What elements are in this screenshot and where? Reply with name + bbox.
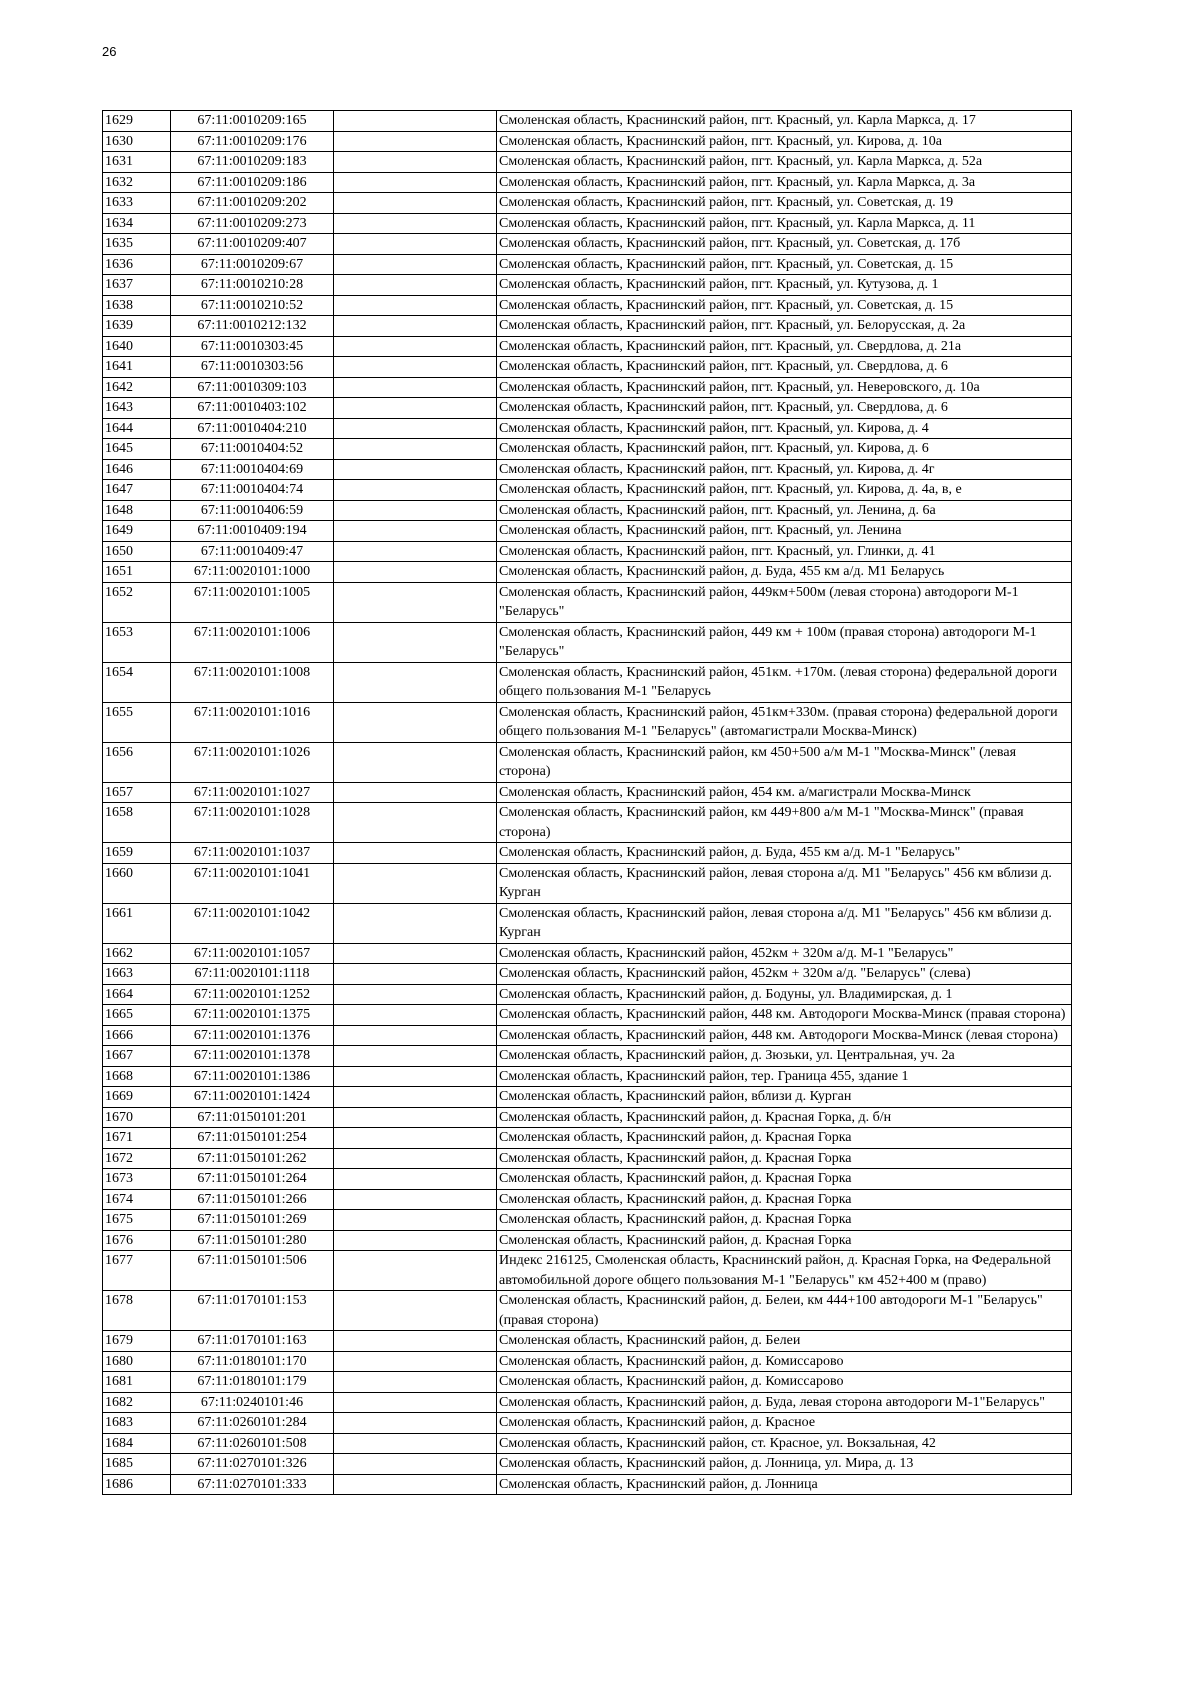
table-row: [103, 398, 1072, 419]
row-number-cell: 1660: [103, 863, 171, 903]
address-cell: Смоленская область, Краснинский район, км 450+500 а/м М-1 "Москва-Минск" (левая сторона): [497, 742, 1072, 782]
address-cell: Смоленская область, Краснинский район, ст. Красное, ул. Вокзальная, 42: [497, 1433, 1072, 1454]
row-number-cell: 1645: [103, 439, 171, 460]
table-row: [103, 1454, 1072, 1475]
cadastral-number-cell: 67:11:0150101:201: [171, 1107, 334, 1128]
cadastral-number-cell: 67:11:0020101:1041: [171, 863, 334, 903]
cadastral-number-cell: 67:11:0010303:45: [171, 336, 334, 357]
table-row: [103, 742, 1072, 782]
address-cell: Смоленская область, Краснинский район, д. Лонница: [497, 1474, 1072, 1495]
cadastral-number-cell: 67:11:0010404:52: [171, 439, 334, 460]
table-row: [103, 357, 1072, 378]
address-cell: Смоленская область, Краснинский район, 448 км. Автодороги Москва-Минск (левая сторона): [497, 1025, 1072, 1046]
empty-cell: [334, 622, 497, 662]
row-number-cell: 1652: [103, 582, 171, 622]
row-number-cell: 1670: [103, 1107, 171, 1128]
cadastral-number-cell: 67:11:0150101:254: [171, 1128, 334, 1149]
address-cell: Смоленская область, Краснинский район, д. Красная Горка: [497, 1230, 1072, 1251]
empty-cell: [334, 1066, 497, 1087]
address-cell: Смоленская область, Краснинский район, 448 км. Автодороги Москва-Минск (правая сторона): [497, 1005, 1072, 1026]
cadastral-number-cell: 67:11:0270101:326: [171, 1454, 334, 1475]
table-row: [103, 662, 1072, 702]
cadastral-number-cell: 67:11:0020101:1026: [171, 742, 334, 782]
row-number-cell: 1648: [103, 500, 171, 521]
row-number-cell: 1650: [103, 541, 171, 562]
cadastral-number-cell: 67:11:0010209:273: [171, 213, 334, 234]
row-number-cell: 1640: [103, 336, 171, 357]
empty-cell: [334, 582, 497, 622]
row-number-cell: 1659: [103, 843, 171, 864]
cadastral-number-cell: 67:11:0020101:1027: [171, 782, 334, 803]
empty-cell: [334, 1251, 497, 1291]
address-cell: Смоленская область, Краснинский район, пгт. Красный, ул. Глинки, д. 41: [497, 541, 1072, 562]
cadastral-number-cell: 67:11:0180101:170: [171, 1351, 334, 1372]
table-row: [103, 1251, 1072, 1291]
empty-cell: [334, 863, 497, 903]
row-number-cell: 1680: [103, 1351, 171, 1372]
table-row: [103, 152, 1072, 173]
address-cell: Смоленская область, Краснинский район, д. Буда, левая сторона автодороги М-1"Беларусь": [497, 1392, 1072, 1413]
table-row: [103, 275, 1072, 296]
table-row: [103, 984, 1072, 1005]
cadastral-number-cell: 67:11:0020101:1252: [171, 984, 334, 1005]
cadastral-number-cell: 67:11:0020101:1378: [171, 1046, 334, 1067]
row-number-cell: 1649: [103, 521, 171, 542]
cadastral-number-cell: 67:11:0240101:46: [171, 1392, 334, 1413]
empty-cell: [334, 1474, 497, 1495]
address-cell: Смоленская область, Краснинский район, пгт. Красный, ул. Неверовского, д. 10а: [497, 377, 1072, 398]
table-row: [103, 1025, 1072, 1046]
table-row: [103, 541, 1072, 562]
table-row: [103, 1087, 1072, 1108]
cadastral-number-cell: 67:11:0010404:210: [171, 418, 334, 439]
empty-cell: [334, 964, 497, 985]
address-cell: Смоленская область, Краснинский район, пгт. Красный, ул. Ленина: [497, 521, 1072, 542]
row-number-cell: 1629: [103, 111, 171, 132]
row-number-cell: 1674: [103, 1189, 171, 1210]
address-cell: Смоленская область, Краснинский район, д. Красная Горка: [497, 1128, 1072, 1149]
empty-cell: [334, 480, 497, 501]
empty-cell: [334, 418, 497, 439]
table-row: [103, 1392, 1072, 1413]
table-row: [103, 1169, 1072, 1190]
row-number-cell: 1667: [103, 1046, 171, 1067]
address-cell: Смоленская область, Краснинский район, пгт. Красный, ул. Белорусская, д. 2а: [497, 316, 1072, 337]
address-cell: Смоленская область, Краснинский район, 454 км. а/магистрали Москва-Минск: [497, 782, 1072, 803]
address-cell: Смоленская область, Краснинский район, пгт. Красный, ул. Свердлова, д. 6: [497, 357, 1072, 378]
address-cell: Смоленская область, Краснинский район, тер. Граница 455, здание 1: [497, 1066, 1072, 1087]
row-number-cell: 1676: [103, 1230, 171, 1251]
empty-cell: [334, 152, 497, 173]
empty-cell: [334, 1331, 497, 1352]
page-number: 26: [102, 44, 117, 59]
row-number-cell: 1661: [103, 903, 171, 943]
row-number-cell: 1668: [103, 1066, 171, 1087]
cadastral-number-cell: 67:11:0020101:1000: [171, 562, 334, 583]
table-row: [103, 562, 1072, 583]
cadastral-number-cell: 67:11:0010210:52: [171, 295, 334, 316]
empty-cell: [334, 702, 497, 742]
cadastral-number-cell: 67:11:0020101:1057: [171, 943, 334, 964]
cadastral-number-cell: 67:11:0020101:1005: [171, 582, 334, 622]
empty-cell: [334, 1291, 497, 1331]
row-number-cell: 1638: [103, 295, 171, 316]
row-number-cell: 1654: [103, 662, 171, 702]
table-row: [103, 1433, 1072, 1454]
address-cell: Смоленская область, Краснинский район, левая сторона а/д. М1 "Беларусь" 456 км вблизи д. Курган: [497, 863, 1072, 903]
empty-cell: [334, 275, 497, 296]
table-row: [103, 254, 1072, 275]
empty-cell: [334, 742, 497, 782]
table-row: [103, 418, 1072, 439]
address-cell: Смоленская область, Краснинский район, пгт. Красный, ул. Ленина, д. 6а: [497, 500, 1072, 521]
address-cell: Смоленская область, Краснинский район, левая сторона а/д. М1 "Беларусь" 456 км вблизи д. Курган: [497, 903, 1072, 943]
cadastral-number-cell: 67:11:0020101:1424: [171, 1087, 334, 1108]
empty-cell: [334, 111, 497, 132]
cadastral-number-cell: 67:11:0020101:1042: [171, 903, 334, 943]
address-cell: Смоленская область, Краснинский район, д. Красная Горка: [497, 1148, 1072, 1169]
empty-cell: [334, 1392, 497, 1413]
empty-cell: [334, 439, 497, 460]
address-cell: Смоленская область, Краснинский район, д. Красная Горка: [497, 1169, 1072, 1190]
empty-cell: [334, 295, 497, 316]
cadastral-number-cell: 67:11:0010403:102: [171, 398, 334, 419]
registry-table-body: [103, 111, 1072, 1495]
cadastral-number-cell: 67:11:0010406:59: [171, 500, 334, 521]
table-row: [103, 803, 1072, 843]
table-row: [103, 439, 1072, 460]
table-row: [103, 1128, 1072, 1149]
address-cell: Смоленская область, Краснинский район, вблизи д. Курган: [497, 1087, 1072, 1108]
row-number-cell: 1683: [103, 1413, 171, 1434]
row-number-cell: 1658: [103, 803, 171, 843]
row-number-cell: 1653: [103, 622, 171, 662]
table-row: [103, 131, 1072, 152]
address-cell: Смоленская область, Краснинский район, 449 км + 100м (правая сторона) автодороги М-1 "Беларусь": [497, 622, 1072, 662]
address-cell: Смоленская область, Краснинский район, 452км + 320м а/д. "Беларусь" (слева): [497, 964, 1072, 985]
empty-cell: [334, 1148, 497, 1169]
row-number-cell: 1663: [103, 964, 171, 985]
cadastral-number-cell: 67:11:0170101:153: [171, 1291, 334, 1331]
cadastral-number-cell: 67:11:0020101:1375: [171, 1005, 334, 1026]
row-number-cell: 1656: [103, 742, 171, 782]
cadastral-number-cell: 67:11:0010404:74: [171, 480, 334, 501]
cadastral-number-cell: 67:11:0170101:163: [171, 1331, 334, 1352]
table-row: [103, 1046, 1072, 1067]
row-number-cell: 1631: [103, 152, 171, 173]
empty-cell: [334, 1230, 497, 1251]
empty-cell: [334, 1189, 497, 1210]
address-cell: Смоленская область, Краснинский район, д. Зюзьки, ул. Центральная, уч. 2а: [497, 1046, 1072, 1067]
registry-table: [102, 110, 1072, 1495]
empty-cell: [334, 1413, 497, 1434]
cadastral-number-cell: 67:11:0150101:266: [171, 1189, 334, 1210]
row-number-cell: 1665: [103, 1005, 171, 1026]
address-cell: Смоленская область, Краснинский район, пгт. Красный, ул. Советская, д. 19: [497, 193, 1072, 214]
empty-cell: [334, 459, 497, 480]
cadastral-number-cell: 67:11:0010309:103: [171, 377, 334, 398]
row-number-cell: 1675: [103, 1210, 171, 1231]
table-row: [103, 1148, 1072, 1169]
table-row: [103, 213, 1072, 234]
address-cell: Смоленская область, Краснинский район, км 449+800 а/м М-1 "Москва-Минск" (правая сторона): [497, 803, 1072, 843]
table-row: [103, 1189, 1072, 1210]
table-row: [103, 622, 1072, 662]
address-cell: Смоленская область, Краснинский район, пгт. Красный, ул. Кирова, д. 6: [497, 439, 1072, 460]
empty-cell: [334, 1107, 497, 1128]
empty-cell: [334, 193, 497, 214]
cadastral-number-cell: 67:11:0010212:132: [171, 316, 334, 337]
empty-cell: [334, 1025, 497, 1046]
table-row: [103, 459, 1072, 480]
address-cell: Смоленская область, Краснинский район, пгт. Красный, ул. Советская, д. 15: [497, 295, 1072, 316]
empty-cell: [334, 377, 497, 398]
address-cell: Смоленская область, Краснинский район, пгт. Красный, ул. Кутузова, д. 1: [497, 275, 1072, 296]
table-row: [103, 1230, 1072, 1251]
address-cell: Смоленская область, Краснинский район, пгт. Красный, ул. Свердлова, д. 6: [497, 398, 1072, 419]
empty-cell: [334, 172, 497, 193]
row-number-cell: 1641: [103, 357, 171, 378]
address-cell: Смоленская область, Краснинский район, пгт. Красный, ул. Кирова, д. 4г: [497, 459, 1072, 480]
empty-cell: [334, 1351, 497, 1372]
cadastral-number-cell: 67:11:0010209:165: [171, 111, 334, 132]
row-number-cell: 1662: [103, 943, 171, 964]
table-row: [103, 863, 1072, 903]
empty-cell: [334, 254, 497, 275]
row-number-cell: 1642: [103, 377, 171, 398]
table-row: [103, 1210, 1072, 1231]
table-row: [103, 1351, 1072, 1372]
address-cell: Смоленская область, Краснинский район, д. Комиссарово: [497, 1372, 1072, 1393]
row-number-cell: 1682: [103, 1392, 171, 1413]
address-cell: Смоленская область, Краснинский район, д. Белеи, км 444+100 автодороги М-1 "Беларусь" (правая сторона): [497, 1291, 1072, 1331]
address-cell: Смоленская область, Краснинский район, д. Буда, 455 км а/д. М-1 "Беларусь": [497, 843, 1072, 864]
empty-cell: [334, 541, 497, 562]
cadastral-number-cell: 67:11:0010209:67: [171, 254, 334, 275]
empty-cell: [334, 500, 497, 521]
row-number-cell: 1655: [103, 702, 171, 742]
cadastral-number-cell: 67:11:0020101:1118: [171, 964, 334, 985]
address-cell: Смоленская область, Краснинский район, д. Красное: [497, 1413, 1072, 1434]
table-row: [103, 521, 1072, 542]
cadastral-number-cell: 67:11:0180101:179: [171, 1372, 334, 1393]
cadastral-number-cell: 67:11:0150101:269: [171, 1210, 334, 1231]
row-number-cell: 1686: [103, 1474, 171, 1495]
row-number-cell: 1673: [103, 1169, 171, 1190]
table-row: [103, 234, 1072, 255]
address-cell: Смоленская область, Краснинский район, пгт. Красный, ул. Советская, д. 15: [497, 254, 1072, 275]
empty-cell: [334, 1372, 497, 1393]
address-cell: Смоленская область, Краснинский район, 449км+500м (левая сторона) автодороги М-1 "Беларусь": [497, 582, 1072, 622]
table-row: [103, 500, 1072, 521]
cadastral-number-cell: 67:11:0020101:1008: [171, 662, 334, 702]
empty-cell: [334, 1128, 497, 1149]
cadastral-number-cell: 67:11:0150101:280: [171, 1230, 334, 1251]
cadastral-number-cell: 67:11:0010209:183: [171, 152, 334, 173]
table-row: [103, 903, 1072, 943]
cadastral-number-cell: 67:11:0010409:194: [171, 521, 334, 542]
empty-cell: [334, 1005, 497, 1026]
address-cell: Смоленская область, Краснинский район, 451км+330м. (правая сторона) федеральной дороги общего пользования М-1 "Беларусь" (автомагистрали Москва-Минск): [497, 702, 1072, 742]
address-cell: Смоленская область, Краснинский район, пгт. Красный, ул. Карла Маркса, д. 52а: [497, 152, 1072, 173]
cadastral-number-cell: 67:11:0010303:56: [171, 357, 334, 378]
table-row: [103, 336, 1072, 357]
table-row: [103, 843, 1072, 864]
row-number-cell: 1634: [103, 213, 171, 234]
empty-cell: [334, 782, 497, 803]
table-row: [103, 1005, 1072, 1026]
row-number-cell: 1679: [103, 1331, 171, 1352]
table-row: [103, 377, 1072, 398]
table-row: [103, 1066, 1072, 1087]
address-cell: Смоленская область, Краснинский район, пгт. Красный, ул. Свердлова, д. 21а: [497, 336, 1072, 357]
table-row: [103, 1413, 1072, 1434]
row-number-cell: 1669: [103, 1087, 171, 1108]
table-row: [103, 1474, 1072, 1495]
row-number-cell: 1630: [103, 131, 171, 152]
table-row: [103, 172, 1072, 193]
row-number-cell: 1666: [103, 1025, 171, 1046]
cadastral-number-cell: 67:11:0150101:506: [171, 1251, 334, 1291]
empty-cell: [334, 1046, 497, 1067]
address-cell: Смоленская область, Краснинский район, пгт. Красный, ул. Карла Маркса, д. 17: [497, 111, 1072, 132]
row-number-cell: 1672: [103, 1148, 171, 1169]
empty-cell: [334, 398, 497, 419]
row-number-cell: 1671: [103, 1128, 171, 1149]
cadastral-number-cell: 67:11:0020101:1016: [171, 702, 334, 742]
address-cell: Смоленская область, Краснинский район, 451км. +170м. (левая сторона) федеральной дороги общего пользования М-1 "Беларусь: [497, 662, 1072, 702]
table-row: [103, 193, 1072, 214]
cadastral-number-cell: 67:11:0010210:28: [171, 275, 334, 296]
cadastral-number-cell: 67:11:0270101:333: [171, 1474, 334, 1495]
row-number-cell: 1643: [103, 398, 171, 419]
address-cell: Смоленская область, Краснинский район, д. Буда, 455 км а/д. М1 Беларусь: [497, 562, 1072, 583]
cadastral-number-cell: 67:11:0010409:47: [171, 541, 334, 562]
row-number-cell: 1646: [103, 459, 171, 480]
table-row: [103, 1372, 1072, 1393]
cadastral-number-cell: 67:11:0020101:1028: [171, 803, 334, 843]
cadastral-number-cell: 67:11:0020101:1376: [171, 1025, 334, 1046]
cadastral-number-cell: 67:11:0010209:176: [171, 131, 334, 152]
row-number-cell: 1647: [103, 480, 171, 501]
empty-cell: [334, 1210, 497, 1231]
empty-cell: [334, 803, 497, 843]
empty-cell: [334, 943, 497, 964]
address-cell: Смоленская область, Краснинский район, д. Лонница, ул. Мира, д. 13: [497, 1454, 1072, 1475]
address-cell: Смоленская область, Краснинский район, д. Красная Горка, д. б/н: [497, 1107, 1072, 1128]
table-row: [103, 111, 1072, 132]
table-row: [103, 480, 1072, 501]
address-cell: Смоленская область, Краснинский район, пгт. Красный, ул. Карла Маркса, д. 11: [497, 213, 1072, 234]
address-cell: Индекс 216125, Смоленская область, Краснинский район, д. Красная Горка, на Федеральной автомобильной дороге общего пользования М-1 "Беларусь" км 452+400 м (право): [497, 1251, 1072, 1291]
cadastral-number-cell: 67:11:0260101:508: [171, 1433, 334, 1454]
empty-cell: [334, 1433, 497, 1454]
empty-cell: [334, 131, 497, 152]
row-number-cell: 1651: [103, 562, 171, 583]
empty-cell: [334, 1454, 497, 1475]
cadastral-number-cell: 67:11:0010209:186: [171, 172, 334, 193]
row-number-cell: 1644: [103, 418, 171, 439]
cadastral-number-cell: 67:11:0010209:407: [171, 234, 334, 255]
address-cell: Смоленская область, Краснинский район, пгт. Красный, ул. Карла Маркса, д. 3а: [497, 172, 1072, 193]
empty-cell: [334, 234, 497, 255]
cadastral-number-cell: 67:11:0020101:1037: [171, 843, 334, 864]
address-cell: Смоленская область, Краснинский район, пгт. Красный, ул. Советская, д. 17б: [497, 234, 1072, 255]
row-number-cell: 1633: [103, 193, 171, 214]
row-number-cell: 1632: [103, 172, 171, 193]
row-number-cell: 1657: [103, 782, 171, 803]
table-row: [103, 1107, 1072, 1128]
empty-cell: [334, 562, 497, 583]
cadastral-number-cell: 67:11:0010209:202: [171, 193, 334, 214]
row-number-cell: 1678: [103, 1291, 171, 1331]
table-row: [103, 782, 1072, 803]
row-number-cell: 1684: [103, 1433, 171, 1454]
address-cell: Смоленская область, Краснинский район, д. Комиссарово: [497, 1351, 1072, 1372]
empty-cell: [334, 984, 497, 1005]
cadastral-number-cell: 67:11:0020101:1006: [171, 622, 334, 662]
row-number-cell: 1636: [103, 254, 171, 275]
empty-cell: [334, 843, 497, 864]
empty-cell: [334, 1169, 497, 1190]
empty-cell: [334, 903, 497, 943]
address-cell: Смоленская область, Краснинский район, д. Бодуны, ул. Владимирская, д. 1: [497, 984, 1072, 1005]
table-row: [103, 964, 1072, 985]
row-number-cell: 1635: [103, 234, 171, 255]
table-row: [103, 316, 1072, 337]
row-number-cell: 1681: [103, 1372, 171, 1393]
empty-cell: [334, 316, 497, 337]
address-cell: Смоленская область, Краснинский район, пгт. Красный, ул. Кирова, д. 10а: [497, 131, 1072, 152]
cadastral-number-cell: 67:11:0150101:264: [171, 1169, 334, 1190]
row-number-cell: 1639: [103, 316, 171, 337]
cadastral-number-cell: 67:11:0260101:284: [171, 1413, 334, 1434]
row-number-cell: 1637: [103, 275, 171, 296]
row-number-cell: 1677: [103, 1251, 171, 1291]
empty-cell: [334, 662, 497, 702]
empty-cell: [334, 357, 497, 378]
address-cell: Смоленская область, Краснинский район, пгт. Красный, ул. Кирова, д. 4: [497, 418, 1072, 439]
table-row: [103, 582, 1072, 622]
empty-cell: [334, 336, 497, 357]
cadastral-number-cell: 67:11:0010404:69: [171, 459, 334, 480]
table-row: [103, 1331, 1072, 1352]
table-row: [103, 702, 1072, 742]
address-cell: Смоленская область, Краснинский район, 452км + 320м а/д. М-1 "Беларусь": [497, 943, 1072, 964]
empty-cell: [334, 213, 497, 234]
empty-cell: [334, 521, 497, 542]
table-row: [103, 295, 1072, 316]
row-number-cell: 1664: [103, 984, 171, 1005]
table-row: [103, 943, 1072, 964]
table-row: [103, 1291, 1072, 1331]
address-cell: Смоленская область, Краснинский район, д. Красная Горка: [497, 1189, 1072, 1210]
cadastral-number-cell: 67:11:0150101:262: [171, 1148, 334, 1169]
row-number-cell: 1685: [103, 1454, 171, 1475]
empty-cell: [334, 1087, 497, 1108]
cadastral-number-cell: 67:11:0020101:1386: [171, 1066, 334, 1087]
address-cell: Смоленская область, Краснинский район, д. Красная Горка: [497, 1210, 1072, 1231]
address-cell: Смоленская область, Краснинский район, д. Белеи: [497, 1331, 1072, 1352]
address-cell: Смоленская область, Краснинский район, пгт. Красный, ул. Кирова, д. 4а, в, е: [497, 480, 1072, 501]
